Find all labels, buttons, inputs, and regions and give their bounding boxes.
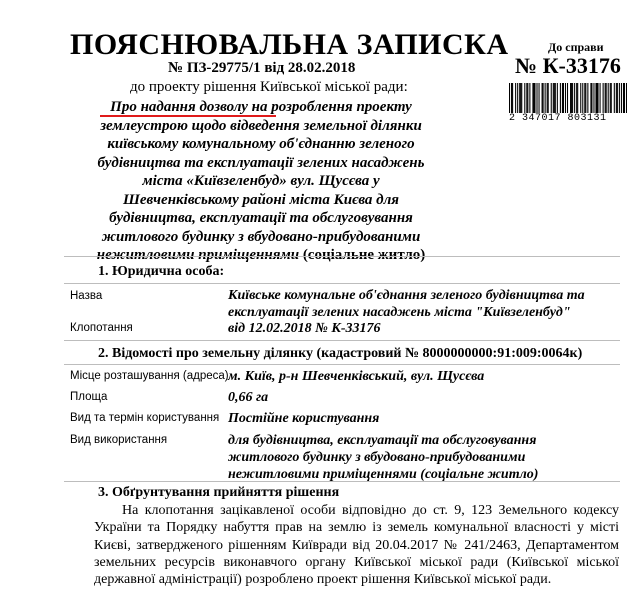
barcode-digits: 2 347017 803131 xyxy=(509,113,607,124)
subject-main-text: Про надання дозволу на розроблення проекту землеустрою щодо відведення земельної ділянки київському комунальному об'єднанню зеленого будівництва та експлуатації зелених насаджень міста «Київзеленбуд» вул. Щусєва у Шевченківському районі міста Києва для будівництва, експлуатації та обслуговування житлового будинку з вбудовано-прибудованими нежитловими приміщеннями xyxy=(96,99,425,263)
barcode-bar xyxy=(565,83,566,113)
barcode-bar xyxy=(547,83,548,113)
barcode-bar xyxy=(543,83,544,113)
barcode-bar xyxy=(596,83,597,113)
barcode-bar xyxy=(519,83,520,113)
barcode-bar xyxy=(529,83,530,113)
barcode-bar xyxy=(560,83,561,113)
barcode-bar xyxy=(608,83,609,113)
barcode-bar xyxy=(526,83,527,113)
barcode-bar xyxy=(576,83,577,113)
barcode-bar xyxy=(590,83,591,113)
divider-line xyxy=(64,283,620,284)
barcode-bar xyxy=(511,83,512,113)
barcode-bar xyxy=(621,83,622,113)
barcode-bar xyxy=(617,83,618,113)
use-term-value: Постійне користування xyxy=(228,411,380,426)
petition-label: Клопотання xyxy=(70,322,133,334)
divider-line xyxy=(64,256,620,257)
barcode-bar xyxy=(536,83,537,113)
area-label: Площа xyxy=(70,391,108,403)
red-underline-mark xyxy=(100,115,276,117)
barcode-bar xyxy=(610,83,611,113)
divider-line xyxy=(64,340,620,341)
barcode-bar xyxy=(585,83,586,113)
barcode-bar xyxy=(524,83,525,113)
barcode-bar xyxy=(570,83,571,113)
barcode-bar xyxy=(584,83,585,113)
barcode-bar xyxy=(551,83,552,113)
location-value: м. Київ, р-н Шевченківський, вул. Щусєва xyxy=(228,369,485,384)
section2-heading: 2. Відомості про земельну ділянку (кадастровий № 8000000000:91:009:0064к) xyxy=(98,346,583,361)
decision-subject xyxy=(86,98,436,265)
barcode-bar xyxy=(623,83,624,113)
barcode-bar xyxy=(626,83,627,113)
barcode-bar xyxy=(545,83,546,113)
barcode-bar xyxy=(582,83,583,113)
pz-number: № ПЗ-29775/1 від 28.02.2018 xyxy=(168,60,356,76)
barcode-bar xyxy=(554,83,555,113)
barcode-bar xyxy=(605,83,606,113)
section1-heading: 1. Юридична особа: xyxy=(98,264,225,279)
barcode-bar xyxy=(534,83,535,113)
barcode-bar xyxy=(619,83,620,113)
usage-value: для будівництва, експлуатації та обслуговування житлового будинку з вбудовано-прибудованими нежитловими приміщеннями (соціальне житло) xyxy=(228,433,539,482)
barcode-bar xyxy=(574,83,575,113)
barcode-bar xyxy=(555,83,556,113)
barcode-bar xyxy=(616,83,617,113)
barcode-bar xyxy=(593,83,594,113)
location-label: Місце розташування (адреса) xyxy=(70,370,229,382)
barcode-image xyxy=(509,83,627,113)
area-value: 0,66 га xyxy=(228,390,269,405)
barcode-bar xyxy=(515,83,516,113)
barcode-bar xyxy=(571,83,572,113)
barcode-bar xyxy=(517,83,518,113)
name-label: Назва xyxy=(70,290,103,302)
barcode-bar xyxy=(533,83,534,113)
usage-label: Вид використання xyxy=(70,434,168,446)
barcode-bar xyxy=(577,83,578,113)
barcode-bar xyxy=(512,83,513,113)
barcode-bar xyxy=(611,83,612,113)
barcode-bar xyxy=(614,83,615,113)
barcode-bar xyxy=(587,83,588,113)
petition-value: від 12.02.2018 № К-33176 xyxy=(228,321,381,336)
barcode-bar xyxy=(572,83,573,113)
barcode-bar xyxy=(563,83,564,113)
use-term-label: Вид та термін користування xyxy=(70,412,220,424)
to-project-line: до проекту рішення Київської міської ради: xyxy=(130,79,408,95)
barcode-bar xyxy=(580,83,581,113)
justification-paragraph: На клопотання зацікавленої особи відповідно до ст. 9, 123 Земельного кодексу України та Порядку набуття прав на землю із земель комунальної власності у місті Києві, затвердженого рішенням Київради від 20.04.2017 № 241/2463, Департаментом земельних ресурсів виконавчого органу Київської міської ради (Київської міської державної адміністрації) розроблено проект рішення Київської міської ради. xyxy=(94,503,619,588)
barcode-bar xyxy=(567,83,568,113)
barcode-bar xyxy=(527,83,528,113)
barcode-bar xyxy=(598,83,599,113)
barcode-bar xyxy=(600,83,601,113)
barcode-bar xyxy=(624,83,625,113)
barcode-bar xyxy=(542,83,543,113)
barcode-bar xyxy=(520,83,521,113)
name-value: Київське комунальне об'єднання зеленого будівництва та експлуатації зелених насаджень міста "Київзеленбуд" xyxy=(228,288,585,320)
barcode-bar xyxy=(562,83,563,113)
divider-line xyxy=(64,481,620,482)
barcode-bar xyxy=(553,83,554,113)
document-title: ПОЯСНЮВАЛЬНА ЗАПИСКА xyxy=(70,28,509,61)
barcode-bar xyxy=(603,83,604,113)
barcode-bar xyxy=(539,83,540,113)
barcode-bar xyxy=(532,83,533,113)
barcode-bar xyxy=(595,83,596,113)
barcode-bar xyxy=(557,83,558,113)
section3-heading: 3. Обґрунтування прийняття рішення xyxy=(98,485,340,500)
barcode-bar xyxy=(591,83,592,113)
barcode-bar xyxy=(521,83,522,113)
barcode-bar xyxy=(548,83,549,113)
divider-line xyxy=(64,364,620,365)
case-number: № К-33176 xyxy=(515,53,621,78)
barcode-bar xyxy=(509,83,510,113)
subject-social-housing: (соціальне житло) xyxy=(302,247,426,263)
case-label: До справи xyxy=(548,40,604,54)
barcode-bar xyxy=(606,83,607,113)
